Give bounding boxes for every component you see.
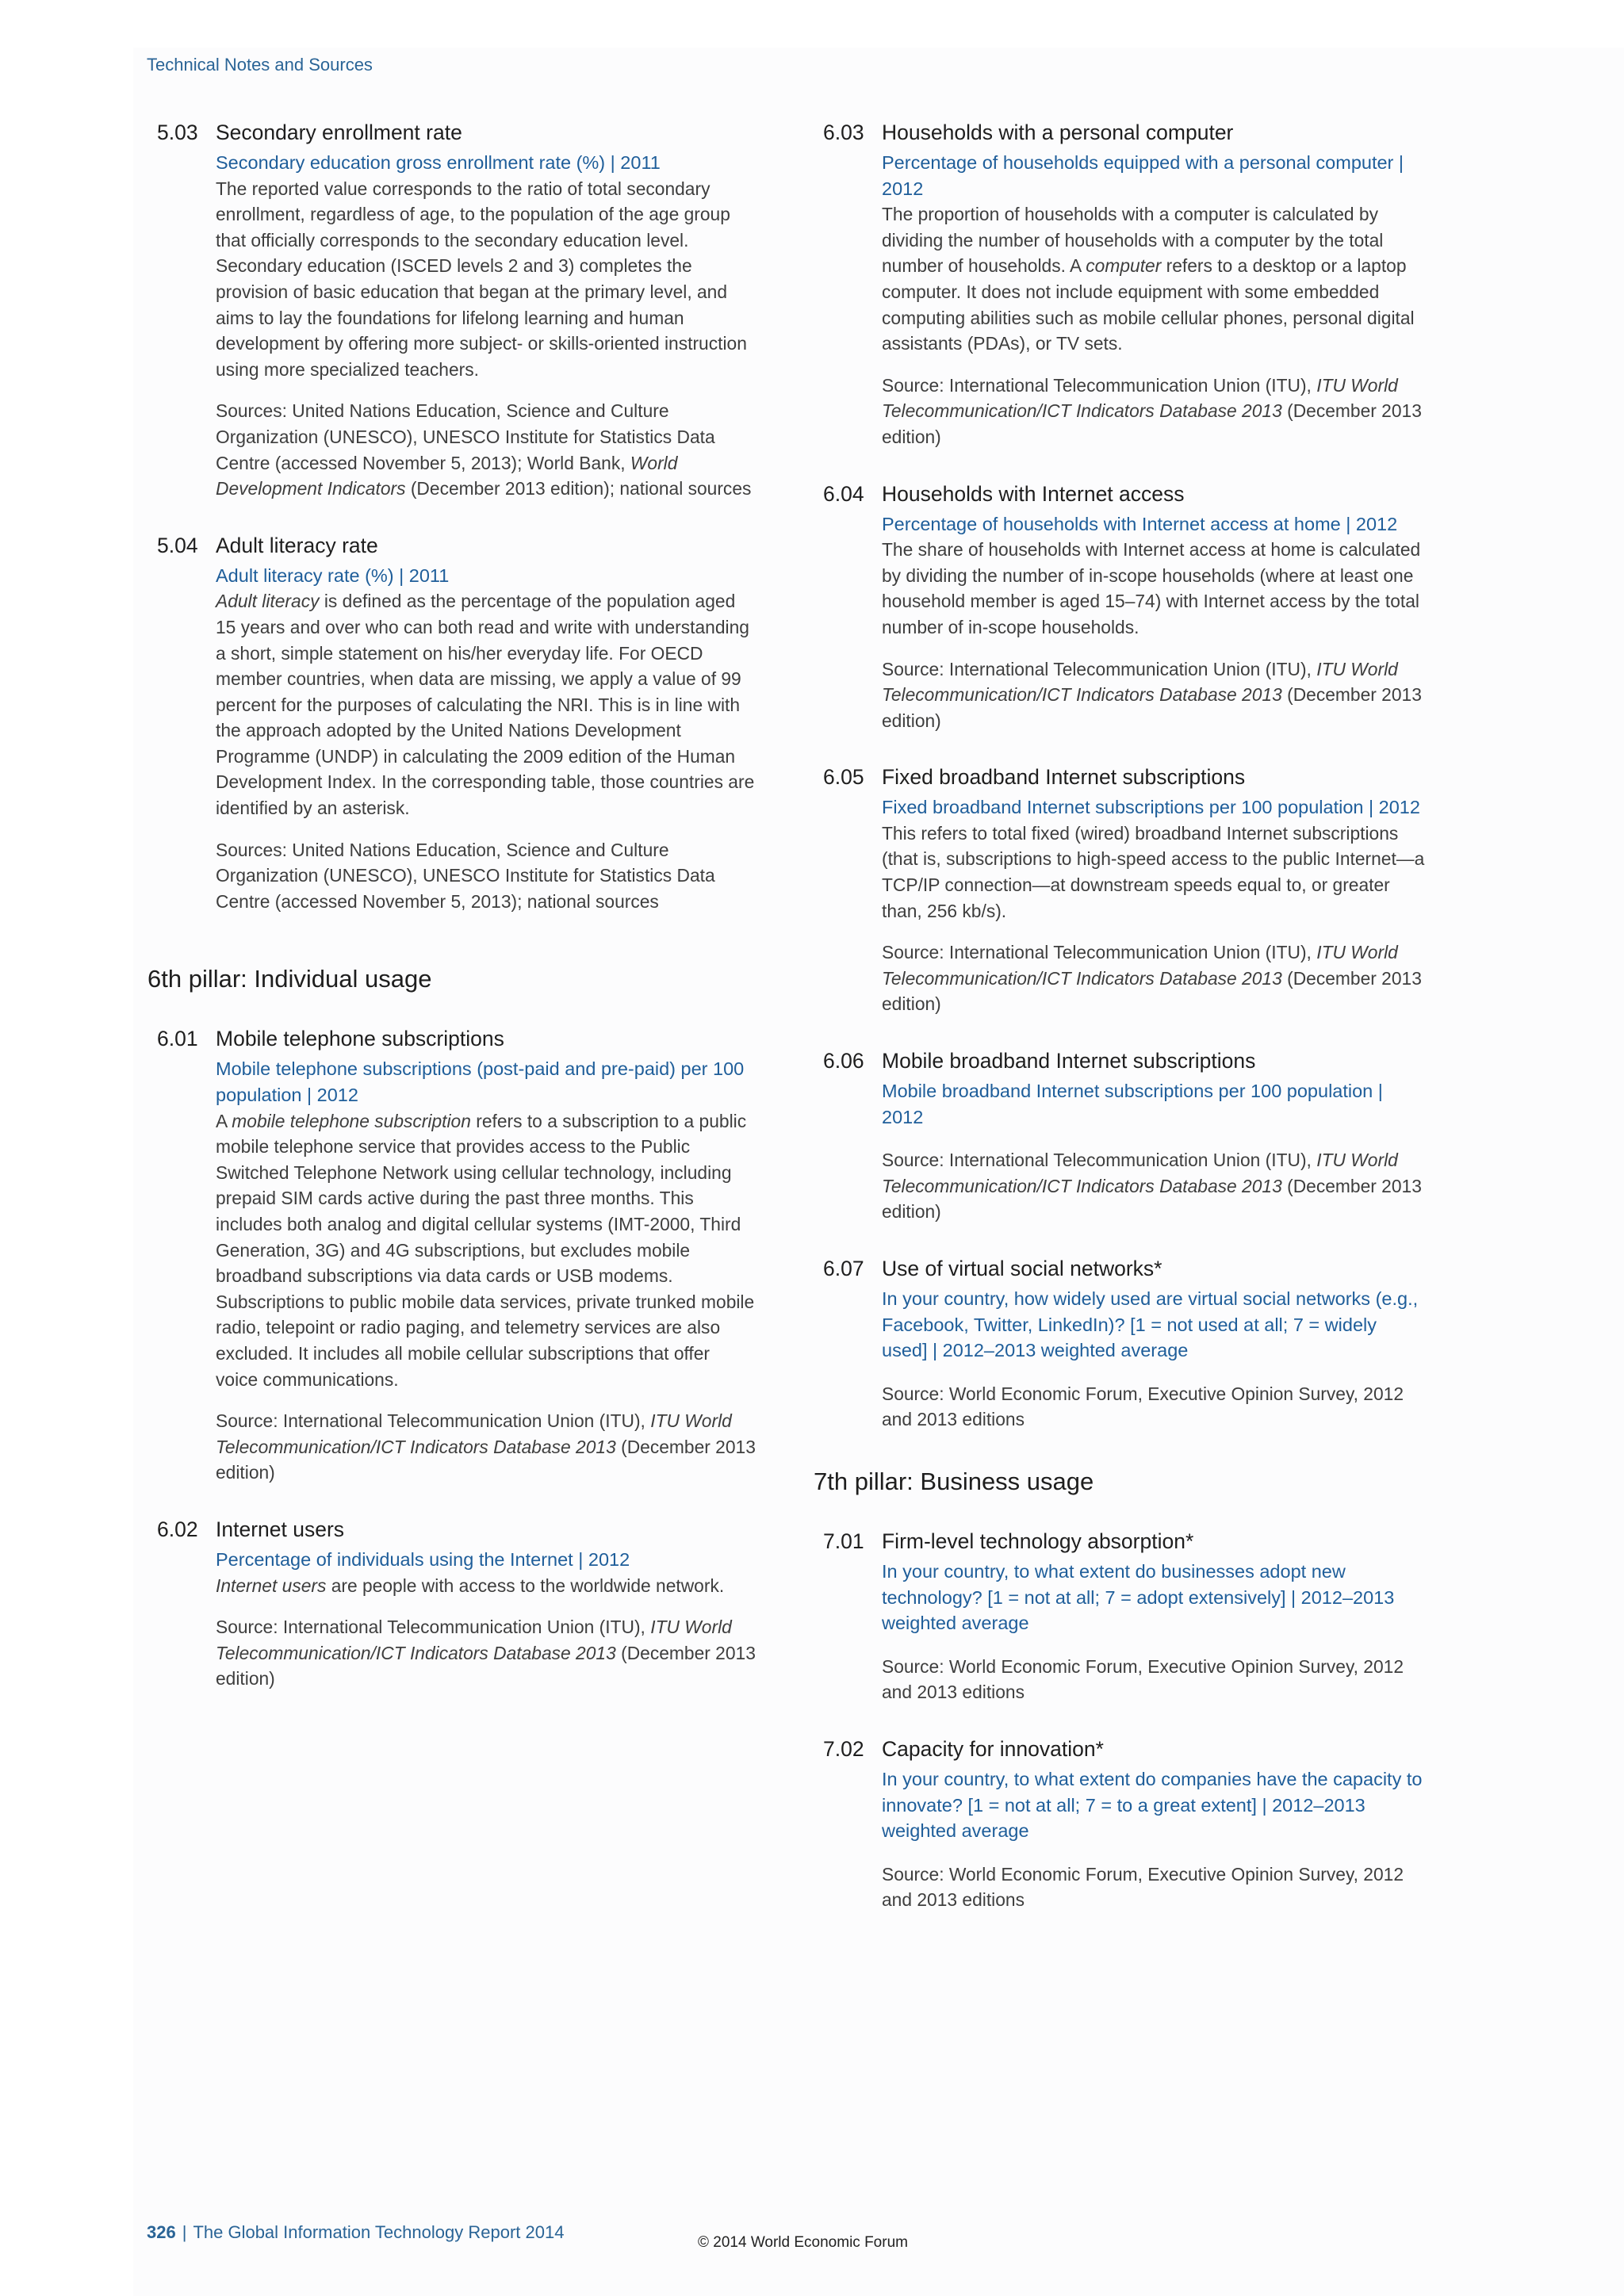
running-header: Technical Notes and Sources	[147, 55, 373, 75]
entry-6-07	[823, 1253, 1426, 1433]
entry-title: Firm-level technology absorption*	[882, 1529, 1194, 1553]
entry-7-01	[823, 1526, 1426, 1705]
entry-source: Source: International Telecommunication Union (ITU), ITU World Telecommunication/ICT Indicators Database 2013 (December 2013 edition)	[882, 942, 1422, 1015]
entry-6-05	[823, 762, 1426, 1017]
entry-title: Capacity for innovation*	[882, 1736, 1104, 1761]
entry-measure: Adult literacy rate (%) | 2011	[216, 564, 450, 586]
entry-source: Source: International Telecommunication Union (ITU), ITU World Telecommunication/ICT Indicators Database 2013 (December 2013 edition)	[216, 1617, 756, 1689]
entry-number: 6.07	[823, 1257, 864, 1280]
entry-7-02	[823, 1734, 1426, 1913]
pillar-heading-7: 7th pillar: Business usage	[814, 1467, 1094, 1495]
report-title: The Global Information Technology Report 2014	[193, 2222, 565, 2242]
right-column	[814, 117, 1426, 1942]
entry-number: 6.06	[823, 1049, 864, 1073]
entry-title: Adult literacy rate	[216, 533, 378, 557]
entry-title: Fixed broadband Internet subscriptions	[882, 765, 1246, 790]
entry-6-01	[157, 1024, 756, 1486]
entry-measure: Fixed broadband Internet subscriptions per 100 population | 2012	[882, 797, 1420, 818]
entry-6-02	[157, 1514, 756, 1692]
entry-number: 6.05	[823, 765, 864, 790]
entry-number: 7.02	[823, 1736, 864, 1761]
entry-5-03	[157, 117, 756, 502]
entry-title: Secondary enrollment rate	[216, 121, 462, 144]
entry-description: This refers to total fixed (wired) broadband Internet subscriptions (that is, subscriptions to high-speed access to the public Internet—a TCP/IP connection—at downstream speeds equal to, or greater than, 256 kb/s).	[882, 822, 1425, 921]
entry-source: Source: International Telecommunication Union (ITU), ITU World Telecommunication/ICT Indicators Database 2013 (December 2013 edition)	[882, 658, 1422, 731]
page-footer	[147, 2222, 564, 2243]
entry-source: Source: International Telecommunication Union (ITU), ITU World Telecommunication/ICT Indicators Database 2013 (December 2013 edition)	[216, 1410, 756, 1483]
footer-separator: |	[182, 2222, 187, 2242]
entry-6-04	[823, 479, 1426, 734]
left-column	[147, 117, 756, 1720]
entry-5-04	[157, 530, 756, 915]
entry-source: Source: International Telecommunication Union (ITU), ITU World Telecommunication/ICT Indicators Database 2013 (December 2013 edition)	[882, 374, 1422, 447]
entry-number: 6.01	[157, 1027, 198, 1051]
entry-measure: Percentage of households equipped with a personal computer | 2012	[882, 152, 1404, 199]
page-number: 326	[147, 2222, 176, 2242]
entry-description: Internet users are people with access to the worldwide network.	[216, 1575, 725, 1596]
entry-source: Source: World Economic Forum, Executive Opinion Survey, 2012 and 2013 editions	[882, 1655, 1404, 1703]
entry-description: The reported value corresponds to the ratio of total secondary enrollment, regardless of age, to the population of the age group that officially corresponds to the secondary education level. Secondary education (ISCED levels 2 and 3) completes the provision of basic education that began at the primary level, and aims to lay the foundations for lifelong learning and human development by offering more subject- or skills-oriented instruction using more specialized teachers.	[216, 178, 747, 380]
entry-measure: In your country, how widely used are virtual social networks (e.g., Facebook, Twitter, LinkedIn)? [1 = not used at all; 7 = widely used] | 2012–2013 weighted average	[882, 1288, 1419, 1361]
entry-title: Households with Internet access	[882, 481, 1185, 506]
entry-number: 7.01	[823, 1529, 864, 1553]
entry-measure: Mobile telephone subscriptions (post-paid and pre-paid) per 100 population | 2012	[216, 1058, 745, 1106]
entry-6-03	[823, 117, 1426, 450]
entry-number: 6.04	[823, 481, 864, 506]
entry-number: 5.03	[157, 121, 198, 144]
entry-description: Adult literacy is defined as the percentage of the population aged 15 years and over who can both read and write with understanding a short, simple statement on his/her everyday life. For OECD member countries, when data are missing, we apply a value of 99 percent for the purposes of calculating the NRI. This is in line with the approach adopted by the United Nations Development Programme (UNDP) in calculating the 2009 edition of the Human Development Index. In the corresponding table, those countries are identified by an asterisk.	[216, 591, 755, 819]
entry-measure: Percentage of households with Internet access at home | 2012	[882, 513, 1398, 534]
entry-description: A mobile telephone subscription refers to a subscription to a public mobile telephone service that provides access to the Public Switched Telephone Network using cellular technology, including prepaid SIM cards active during the past three months. This includes both analog and digital cellular systems (IMT-2000, Third Generation, 3G) and 4G subscriptions, but excludes mobile broadband subscriptions via data cards or USB modems. Subscriptions to public mobile data services, private trunked mobile radio, telepoint or radio paging, and telemetry services are also excluded. It includes all mobile cellular subscriptions that offer voice communications.	[216, 1110, 755, 1390]
entry-6-06	[823, 1046, 1426, 1225]
entry-source: Source: World Economic Forum, Executive Opinion Survey, 2012 and 2013 editions	[882, 1863, 1404, 1911]
entry-source: Source: International Telecommunication Union (ITU), ITU World Telecommunication/ICT Indicators Database 2013 (December 2013 edition)	[882, 1150, 1422, 1223]
entry-number: 6.03	[823, 121, 864, 144]
entry-measure: In your country, to what extent do businesses adopt new technology? [1 = not at all; 7 = adopt extensively] | 2012–2013 weighted average	[882, 1560, 1395, 1634]
entry-title: Use of virtual social networks*	[882, 1257, 1162, 1280]
copyright-notice: © 2014 World Economic Forum	[698, 2234, 908, 2251]
entry-source: Sources: United Nations Education, Science and Culture Organization (UNESCO), UNESCO Institute for Statistics Data Centre (accessed November 5, 2013); World Bank, World Development Indicators (December 2013 edition); national sources	[216, 400, 752, 499]
entry-number: 5.04	[157, 533, 198, 557]
entry-title: Internet users	[216, 1517, 345, 1541]
pillar-heading-6: 6th pillar: Individual usage	[147, 965, 432, 993]
entry-description: The share of households with Internet access at home is calculated by dividing the number of in-scope households (where at least one household member is aged 15–74) with Internet access by the total number of in-scope households.	[882, 539, 1421, 637]
entry-source: Source: World Economic Forum, Executive Opinion Survey, 2012 and 2013 editions	[882, 1383, 1404, 1430]
entry-description: The proportion of households with a computer is calculated by dividing the number of households with a computer by the total number of households. A computer refers to a desktop or a laptop computer. It does not include equipment with some embedded computing abilities such as mobile cellular phones, personal digital assistants (PDAs), or TV sets.	[882, 204, 1415, 354]
entry-source: Sources: United Nations Education, Science and Culture Organization (UNESCO), UNESCO Institute for Statistics Data Centre (accessed November 5, 2013); national sources	[216, 839, 715, 912]
entry-measure: Mobile broadband Internet subscriptions per 100 population | 2012	[882, 1081, 1383, 1127]
entry-measure: Percentage of individuals using the Internet | 2012	[216, 1548, 630, 1570]
entry-title: Mobile telephone subscriptions	[216, 1027, 504, 1051]
entry-measure: Secondary education gross enrollment rate (%) | 2011	[216, 152, 661, 173]
entry-measure: In your country, to what extent do companies have the capacity to innovate? [1 = not at all; 7 = to a great extent] | 2012–2013 weighted average	[882, 1768, 1423, 1842]
entry-title: Households with a personal computer	[882, 121, 1234, 144]
entry-title: Mobile broadband Internet subscriptions	[882, 1049, 1256, 1073]
entry-number: 6.02	[157, 1517, 198, 1541]
